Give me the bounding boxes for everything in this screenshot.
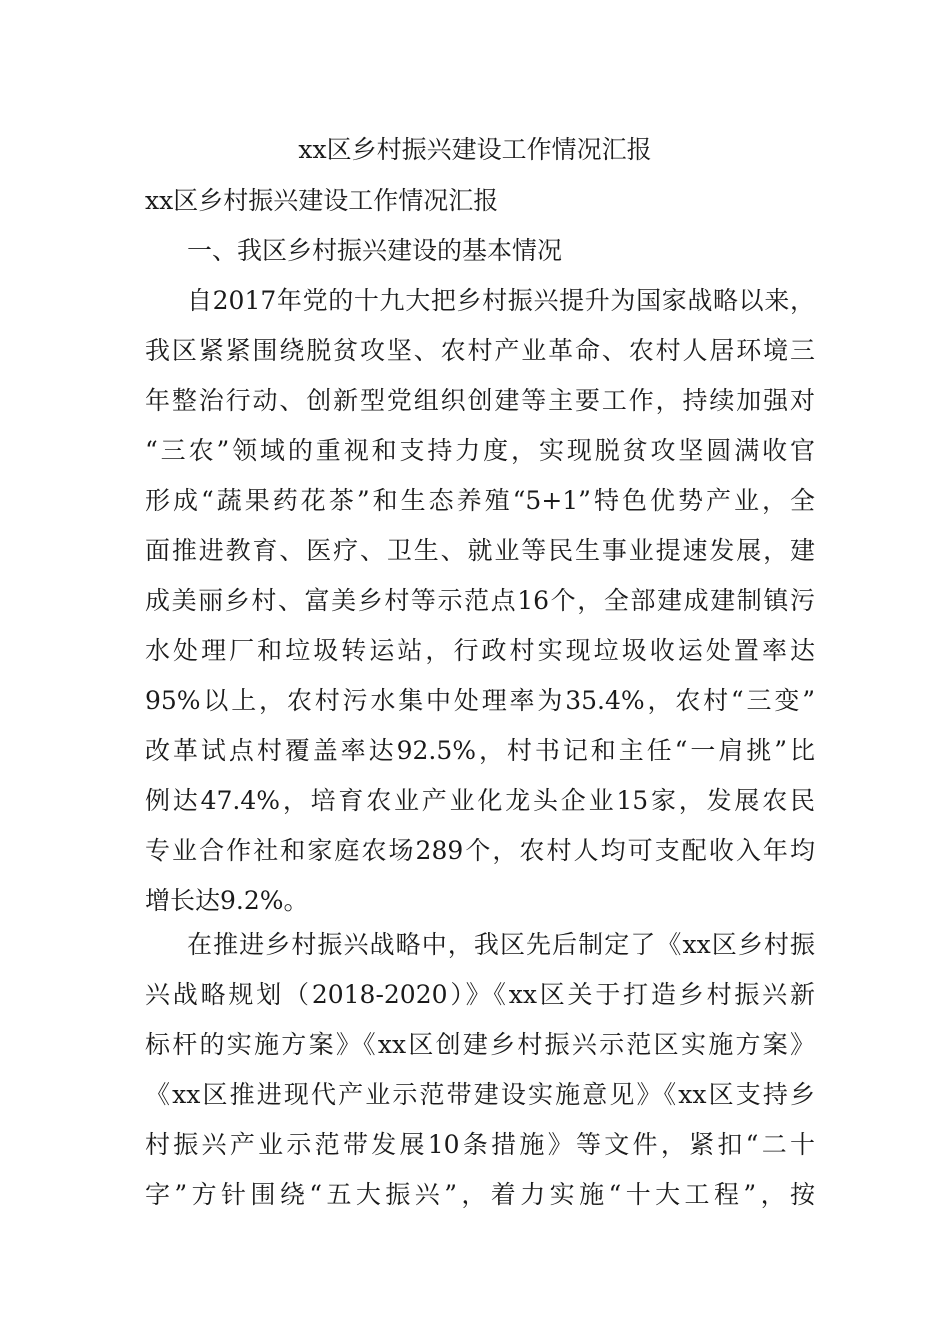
paragraph-line: 95%以上，农村污水集中处理率为35.4%，农村“三变” (145, 686, 815, 715)
section-heading: 一、我区乡村振兴建设的基本情况 (187, 236, 563, 265)
paragraph-line: 成美丽乡村、富美乡村等示范点16个，全部建成建制镇污 (145, 586, 815, 615)
paragraph-line: 字”方针围绕“五大振兴”，着力实施“十大工程”，按 (145, 1180, 815, 1209)
paragraph-line: “三农”领域的重视和支持力度，实现脱贫攻坚圆满收官 (145, 436, 815, 465)
paragraph-line: 水处理厂和垃圾转运站，行政村实现垃圾收运处置率达 (145, 636, 815, 665)
paragraph-line: 面推进教育、医疗、卫生、就业等民生事业提速发展，建 (145, 536, 815, 565)
paragraph-line: 形成“蔬果药花茶”和生态养殖“5+1”特色优势产业，全 (145, 486, 815, 515)
document-title: xx区乡村振兴建设工作情况汇报 (298, 135, 652, 164)
paragraph-line: 村振兴产业示范带发展10条措施》等文件，紧扣“二十 (145, 1130, 815, 1159)
document-subtitle: xx区乡村振兴建设工作情况汇报 (145, 186, 499, 215)
paragraph-line: 在推进乡村振兴战略中，我区先后制定了《xx区乡村振 (187, 930, 815, 959)
paragraph-1 (145, 276, 815, 926)
paragraph-line: 自2017年党的十九大把乡村振兴提升为国家战略以来， (187, 286, 815, 315)
paragraph-line: 增长达9.2%。 (145, 886, 309, 915)
paragraph-line: 改革试点村覆盖率达92.5%，村书记和主任“一肩挑”比 (145, 736, 815, 765)
paragraph-line: 兴战略规划（2018-2020）》《xx区关于打造乡村振兴新 (145, 980, 815, 1009)
paragraph-line: 例达47.4%，培育农业产业化龙头企业15家，发展农民 (145, 786, 815, 815)
paragraph-line: 《xx区推进现代产业示范带建设实施意见》《xx区支持乡 (145, 1080, 815, 1109)
paragraph-line: 标杆的实施方案》《xx区创建乡村振兴示范区实施方案》 (145, 1030, 815, 1059)
paragraph-2 (145, 920, 815, 1220)
paragraph-line: 我区紧紧围绕脱贫攻坚、农村产业革命、农村人居环境三 (145, 336, 815, 365)
paragraph-line: 专业合作社和家庭农场289个，农村人均可支配收入年均 (145, 836, 815, 865)
paragraph-line: 年整治行动、创新型党组织创建等主要工作，持续加强对 (145, 386, 815, 415)
